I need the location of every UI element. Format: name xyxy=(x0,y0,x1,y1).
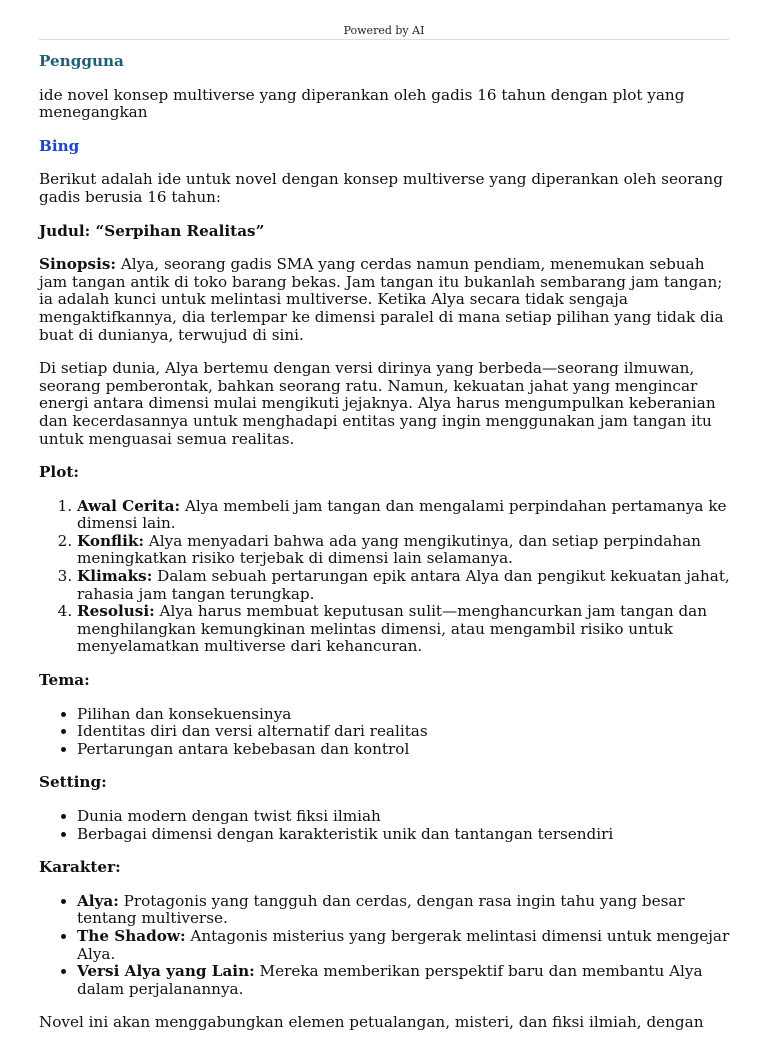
synopsis-text: Alya, seorang gadis SMA yang cerdas namun pendiam, menemukan sebuah jam tangan antik di toko barang bekas. Jam tangan itu bukanlah sembarang jam tangan; ia adalah kunci untuk melintasi multiverse. Ketika Alya secara tidak sengaja mengaktifkannya, dia terlempar ke dimensi paralel di mana setiap pilihan yang tidak dia buat di dunianya, terwujud di sini. xyxy=(39,255,724,344)
plot-item-label: Resolusi: xyxy=(77,602,155,621)
bot-label: Bing xyxy=(39,136,80,155)
plot-item-text: Dalam sebuah pertarungan epik antara Alya dan pengikut kekuatan jahat, rahasia jam tangan terungkap. xyxy=(77,567,730,603)
synopsis-paragraph xyxy=(39,256,734,344)
plot-item-label: Klimaks: xyxy=(77,567,153,586)
plot-item-label: Konflik: xyxy=(77,531,144,550)
plot-heading: Plot: xyxy=(39,463,79,482)
setting-heading: Setting: xyxy=(39,773,107,792)
tema-list xyxy=(39,706,734,759)
karakter-item-text: Antagonis misterius yang bergerak melintasi dimensi untuk mengejar Alya. xyxy=(77,926,730,963)
novel-title: Judul: “Serpihan Realitas” xyxy=(39,221,265,240)
plot-list xyxy=(39,498,734,656)
plot-item-text: Alya harus membuat keputusan sulit—menghancurkan jam tangan dan menghilangkan kemungkinan melintas dimensi, atau mengambil risiko untuk menyelamatkan multiverse dari kehancuran. xyxy=(77,602,708,656)
story-paragraph: Di setiap dunia, Alya bertemu dengan versi dirinya yang berbeda—seorang ilmuwan, seorang pemberontak, bahkan seorang ratu. Namun, kekuatan jahat yang mengincar energi antara dimensi mulai mengikuti jejaknya. Alya harus mengumpulkan keberanian dan kecerdasannya untuk menghadapi entitas yang ingin menggunakan jam tangan itu untuk menguasai semua realitas. xyxy=(39,359,716,448)
karakter-item-label: The Shadow: xyxy=(77,926,186,945)
user-label: Pengguna xyxy=(39,52,124,70)
tema-item: • Pertarungan antara kebebasan dan kontrol xyxy=(77,741,734,759)
karakter-item-text: Mereka memberikan perspektif baru dan membantu Alya dalam perjalanannya. xyxy=(77,962,703,998)
setting-item: • Dunia modern dengan twist fiksi ilmiah xyxy=(77,808,734,826)
setting-list xyxy=(39,808,734,843)
karakter-item-label: Alya: xyxy=(77,891,119,910)
page-header xyxy=(39,23,729,40)
karakter-heading: Karakter: xyxy=(39,858,121,877)
plot-item xyxy=(77,568,734,603)
tema-item: • Pilihan dan konsekuensinya xyxy=(77,706,734,724)
header-text: Powered by AI xyxy=(343,24,425,37)
karakter-item-text: Protagonis yang tangguh dan cerdas, dengan rasa ingin tahu yang besar tentang multiverse. xyxy=(77,891,685,928)
plot-item-text: Alya membeli jam tangan dan mengalami perpindahan pertamanya ke dimensi lain. xyxy=(77,496,727,533)
tema-heading: Tema: xyxy=(39,671,90,690)
plot-item xyxy=(77,533,734,568)
karakter-item-label: Versi Alya yang Lain: xyxy=(77,962,255,981)
plot-item-label: Awal Cerita: xyxy=(77,496,181,515)
closing-paragraph: Novel ini akan menggabungkan elemen petualangan, misteri, dan fiksi ilmiah, dengan xyxy=(39,1013,704,1032)
plot-item xyxy=(77,498,734,533)
bot-intro: Berikut adalah ide untuk novel dengan konsep multiverse yang diperankan oleh seorang gadis berusia 16 tahun: xyxy=(39,170,723,206)
tema-item: • Identitas diri dan versi alternatif dari realitas xyxy=(77,723,734,741)
karakter-item xyxy=(77,893,734,928)
document-body xyxy=(39,53,734,1048)
karakter-list xyxy=(39,893,734,999)
plot-item xyxy=(77,603,734,656)
synopsis-label: Sinopsis: xyxy=(39,255,117,274)
setting-item: • Berbagai dimensi dengan karakteristik unik dan tantangan tersendiri xyxy=(77,826,734,844)
karakter-item xyxy=(77,928,734,963)
user-message: ide novel konsep multiverse yang diperankan oleh gadis 16 tahun dengan plot yang menegangkan xyxy=(39,85,685,122)
karakter-item xyxy=(77,963,734,998)
plot-item-text: Alya menyadari bahwa ada yang mengikutinya, dan setiap perpindahan meningkatkan risiko terjebak di dimensi lain selamanya. xyxy=(77,531,701,568)
